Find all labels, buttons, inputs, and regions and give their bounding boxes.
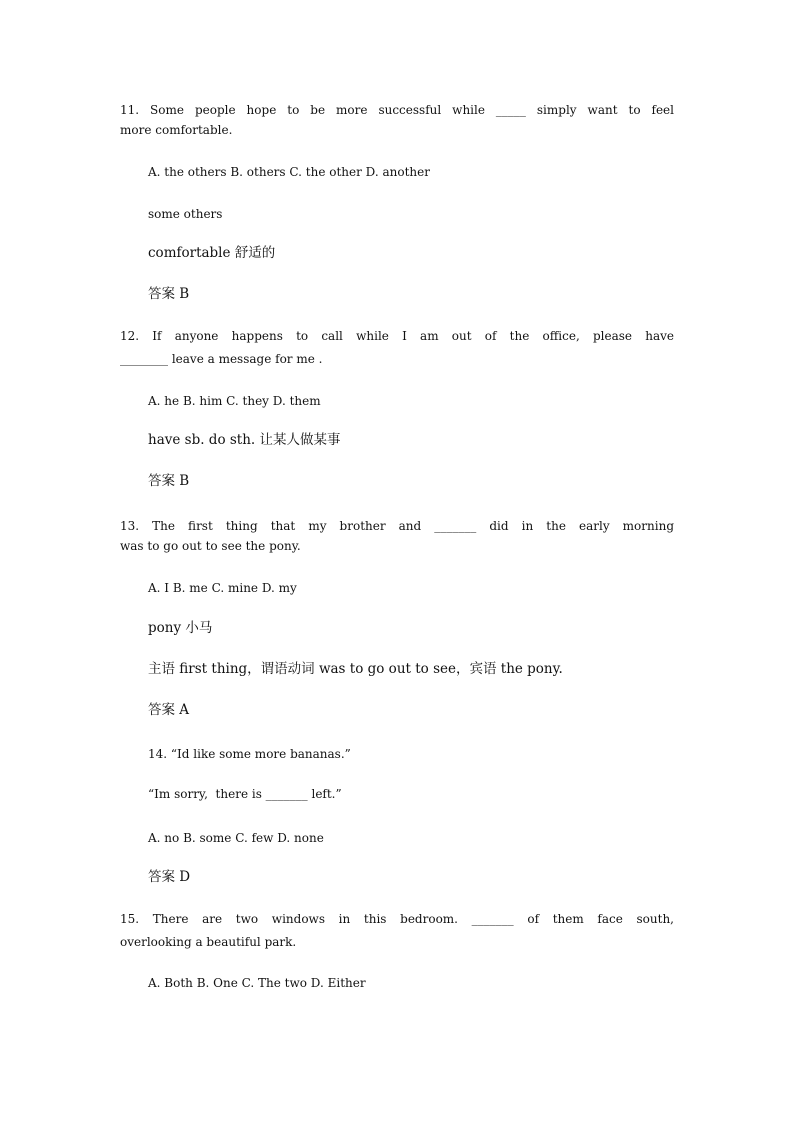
q11-note-1: some others (148, 207, 223, 221)
q12-options: A. he B. him C. they D. them (148, 394, 321, 408)
q14-stem-line2: “Im sorry, there is _______ left.” (148, 787, 342, 801)
q12-stem-line2: ________ leave a message for me . (120, 352, 323, 366)
q15-options: A. Both B. One C. The two D. Either (148, 976, 366, 990)
q13-note-2: 主语 first thing，谓语动词 was to go out to see，宾语 the pony. (148, 661, 563, 677)
q11-note-2: comfortable 舒适的 (148, 245, 276, 261)
q13-note-1: pony 小马 (148, 620, 213, 636)
q11-answer: 答案 B (148, 286, 190, 302)
q13-answer: 答案 A (148, 702, 190, 718)
q13-options: A. I B. me C. mine D. my (148, 581, 297, 595)
q14-answer: 答案 D (148, 869, 191, 885)
q12-stem-line1: 12. If anyone happens to call while I am out of the office, please have (120, 329, 674, 343)
q12-note-1: have sb. do sth. 让某人做某事 (148, 432, 341, 448)
q11-stem-line1: 11. Some people hope to be more successful while _____ simply want to feel (120, 103, 674, 117)
q15-stem-line1: 15. There are two windows in this bedroom. _______ of them face south, (120, 912, 674, 926)
q14-stem-line1: 14. “Id like some more bananas.” (148, 747, 351, 761)
q11-options: A. the others B. others C. the other D. another (148, 165, 430, 179)
q13-stem-line1: 13. The first thing that my brother and _______ did in the early morning (120, 519, 674, 533)
q13-stem-line2: was to go out to see the pony. (120, 539, 301, 553)
q14-options: A. no B. some C. few D. none (148, 831, 324, 845)
q12-answer: 答案 B (148, 473, 190, 489)
q11-stem-line2: more comfortable. (120, 123, 233, 137)
q15-stem-line2: overlooking a beautiful park. (120, 935, 297, 949)
